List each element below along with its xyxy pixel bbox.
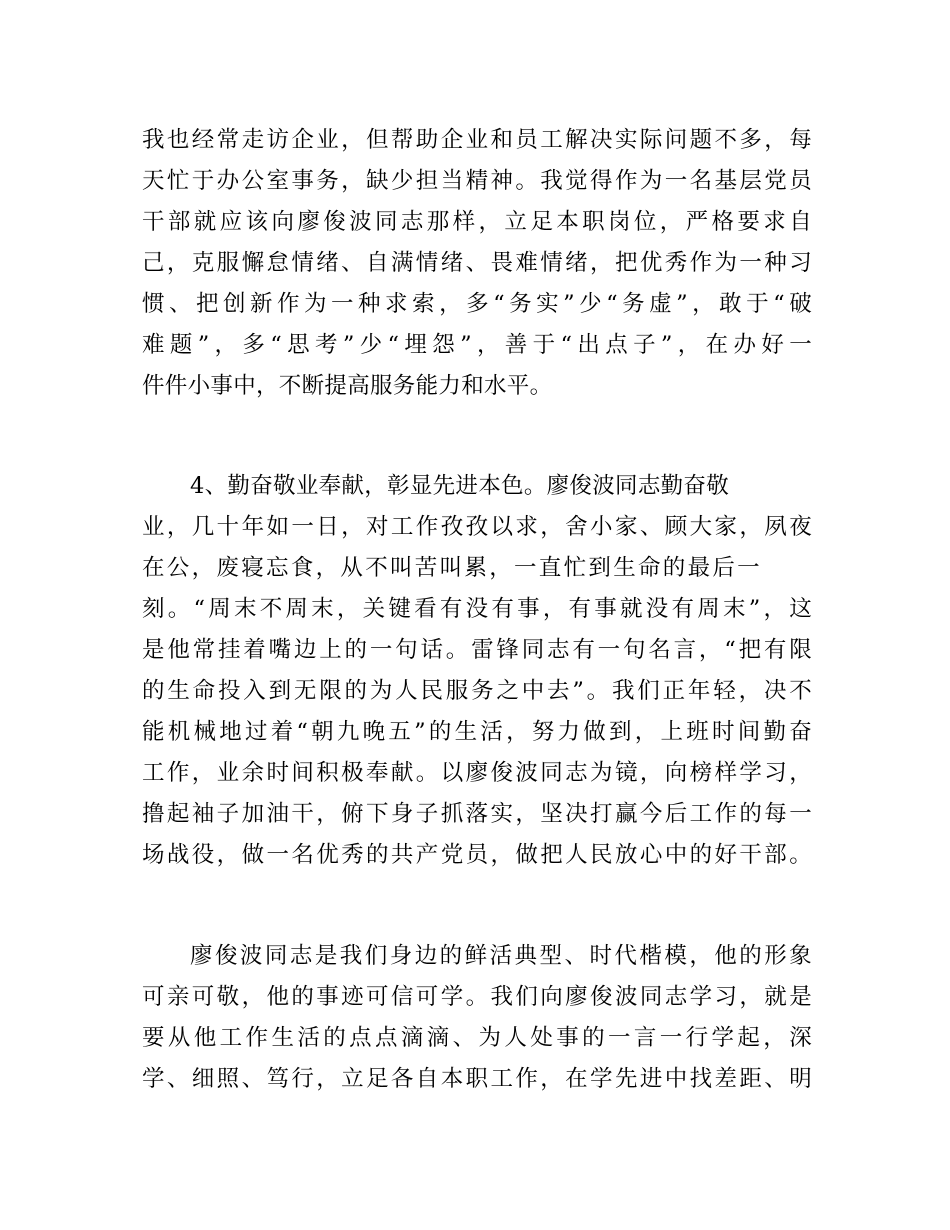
text-line: 我也经常走访企业，但帮助企业和员工解决实际问题不多，每 — [142, 127, 812, 153]
text-line: 是他常挂着嘴边上的一句话。雷锋同志有一句名言，“把有限 — [142, 637, 812, 663]
text-line: 天忙于办公室事务，缺少担当精神。我觉得作为一名基层党员 — [142, 168, 812, 194]
text-line: 廖俊波同志是我们身边的鲜活典型、时代楷模，他的形象 — [190, 943, 812, 969]
text-line: 在公，废寝忘食，从不叫苦叫累，一直忙到生命的最后一 — [142, 555, 760, 581]
text-line: 要从他工作生活的点点滴滴、为人处事的一言一行学起，深 — [142, 1025, 812, 1051]
text-line: 干部就应该向廖俊波同志那样，立足本职岗位，严格要求自 — [142, 209, 812, 235]
text-line: 能机械地过着“朝九晚五”的生活，努力做到，上班时间勤奋 — [142, 719, 812, 745]
paragraph-2 — [142, 466, 812, 876]
paragraph-1 — [142, 120, 812, 407]
text-line: 学、细照、笃行，立足各自本职工作，在学先进中找差距、明 — [142, 1066, 812, 1092]
text-line: 的生命投入到无限的为人民服务之中去”。我们正年轻，决不 — [142, 678, 812, 704]
text-line: 4、勤奋敬业奉献，彰显先进本色。廖俊波同志勤奋敬 — [190, 473, 730, 499]
paragraph-3 — [142, 936, 812, 1100]
text-line: 难题”，多“思考”少“埋怨”，善于“出点子”，在办好一 — [142, 332, 812, 358]
text-line: 惯、把创新作为一种求索，多“务实”少“务虚”，敢于“破 — [142, 291, 812, 317]
text-line: 撸起袖子加油干，俯下身子抓落实，坚决打赢今后工作的每一 — [142, 801, 812, 827]
text-line: 刻。“周末不周末，关键看有没有事，有事就没有周末”，这 — [142, 596, 812, 622]
text-line: 场战役，做一名优秀的共产党员，做把人民放心中的好干部。 — [142, 842, 812, 868]
text-line: 业，几十年如一日，对工作孜孜以求，舍小家、顾大家，夙夜 — [142, 514, 812, 540]
text-line: 己，克服懈怠情绪、自满情绪、畏难情绪，把优秀作为一种习 — [142, 250, 812, 276]
text-line: 件件小事中，不断提高服务能力和水平。 — [142, 373, 553, 399]
text-line: 可亲可敬，他的事迹可信可学。我们向廖俊波同志学习，就是 — [142, 984, 812, 1010]
text-line: 工作，业余时间积极奉献。以廖俊波同志为镜，向榜样学习， — [142, 760, 812, 786]
